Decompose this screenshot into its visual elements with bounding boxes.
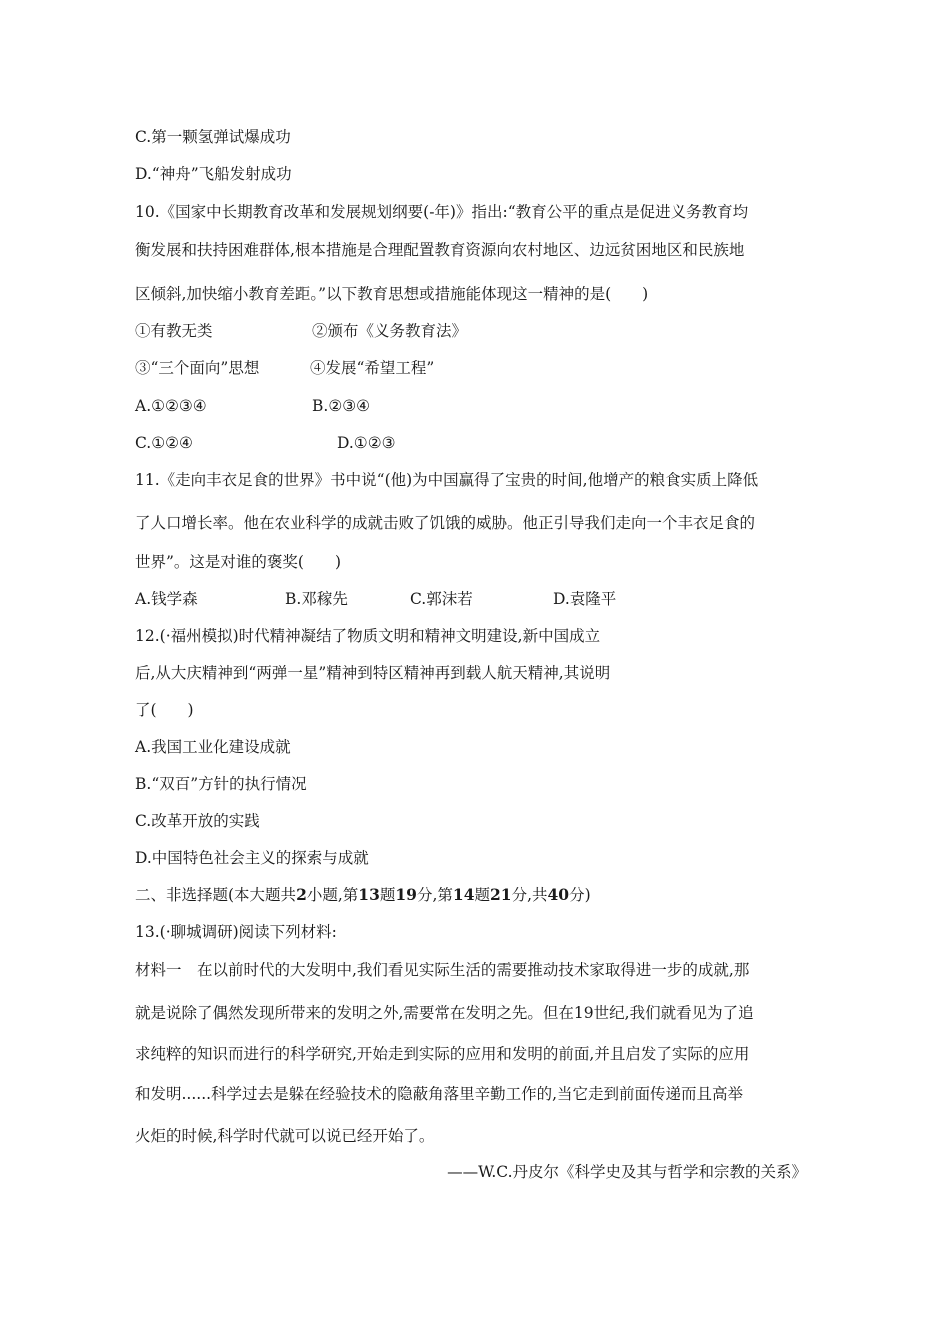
q10-option-c: C.①②④ [135,434,193,452]
q9-option-c: C.第一颗氢弹试爆成功 [135,128,291,146]
section-heading-text: 小题,第 [306,886,359,904]
q11-stem-line-1: 11.《走向丰衣足食的世界》书中说“(他)为中国赢得了宝贵的时间,他增产的粮食实质上降低 [135,471,759,489]
section-heading [135,885,591,905]
section-heading-total: 40 [547,885,570,904]
q11-option-c: C.郭沫若 [410,590,473,608]
q10-stem-line-2: 衡发展和扶持困难群体,根本措施是合理配置教育资源向农村地区、边远贫困地区和民族地 [135,241,745,259]
section-heading-text: 二、非选择题(本大题共 [135,886,297,904]
q10-stem-line-3: 区倾斜,加快缩小教育差距。”以下教育思想或措施能体现这一精神的是( ) [135,285,649,303]
section-heading-text: 分) [569,886,591,904]
q13-stem: 13.(·聊城调研)阅读下列材料: [135,923,337,941]
q13-material-line-1: 材料一 在以前时代的大发明中,我们看见实际生活的需要推动技术家取得进一步的成就,那 [135,961,750,979]
q10-item-4: ④发展“希望工程” [310,359,435,377]
section-heading-number: 13 [358,885,380,904]
q13-material-line-5: 火炬的时候,科学时代就可以说已经开始了。 [135,1127,435,1145]
q12-option-c: C.改革开放的实践 [135,812,260,830]
q10-stem-line-1: 10.《国家中长期教育改革和发展规划纲要(-年)》指出:“教育公平的重点是促进义务教育均 [135,203,749,221]
q9-option-d: D.“神舟”飞船发射成功 [135,165,292,183]
q10-option-a: A.①②③④ [135,397,207,415]
q10-item-1: ①有教无类 [135,322,213,340]
section-heading-score: 19 [395,885,417,904]
section-heading-number: 14 [452,885,475,904]
q12-option-a: A.我国工业化建设成就 [135,738,291,756]
q13-material-source: ——W.C.丹皮尔《科学史及其与哲学和宗教的关系》 [447,1163,807,1181]
section-heading-text: 分,第 [416,886,453,904]
q11-option-a: A.钱学森 [135,590,198,608]
section-heading-text: 题 [379,886,396,904]
section-heading-count: 2 [296,885,307,904]
section-heading-text: 分,共 [511,886,548,904]
q13-material-line-3: 求纯粹的知识而进行的科学研究,开始走到实际的应用和发明的前面,并且启发了实际的应用 [135,1045,750,1063]
q12-stem-line-1: 12.(·福州模拟)时代精神凝结了物质文明和精神文明建设,新中国成立 [135,627,601,645]
q10-option-d: D.①②③ [337,434,396,452]
q13-material-line-4: 和发明......科学过去是躲在经验技术的隐蔽角落里辛勤工作的,当它走到前面传递而且高举 [135,1085,743,1103]
q11-stem-line-3: 世界”。这是对谁的褒奖( ) [135,553,342,571]
q10-option-b: B.②③④ [312,397,371,415]
q11-option-d: D.袁隆平 [553,590,617,608]
section-heading-text: 题 [474,886,490,904]
q13-material-line-2: 就是说除了偶然发现所带来的发明之外,需要常在发明之先。但在19世纪,我们就看见为了追 [135,1004,754,1022]
q12-option-d: D.中国特色社会主义的探索与成就 [135,849,369,867]
section-heading-score: 21 [490,885,512,904]
q11-option-b: B.邓稼先 [285,590,348,608]
q12-stem-line-2: 后,从大庆精神到“两弹一星”精神到特区精神再到载人航天精神,其说明 [135,664,611,682]
q11-stem-line-2: 了人口增长率。他在农业科学的成就击败了饥饿的威胁。他正引导我们走向一个丰衣足食的 [135,514,756,532]
q10-item-3: ③“三个面向”思想 [135,359,260,377]
q12-stem-line-3: 了( ) [135,701,194,719]
q10-item-2: ②颁布《义务教育法》 [312,322,468,340]
q12-option-b: B.“双百”方针的执行情况 [135,775,307,793]
